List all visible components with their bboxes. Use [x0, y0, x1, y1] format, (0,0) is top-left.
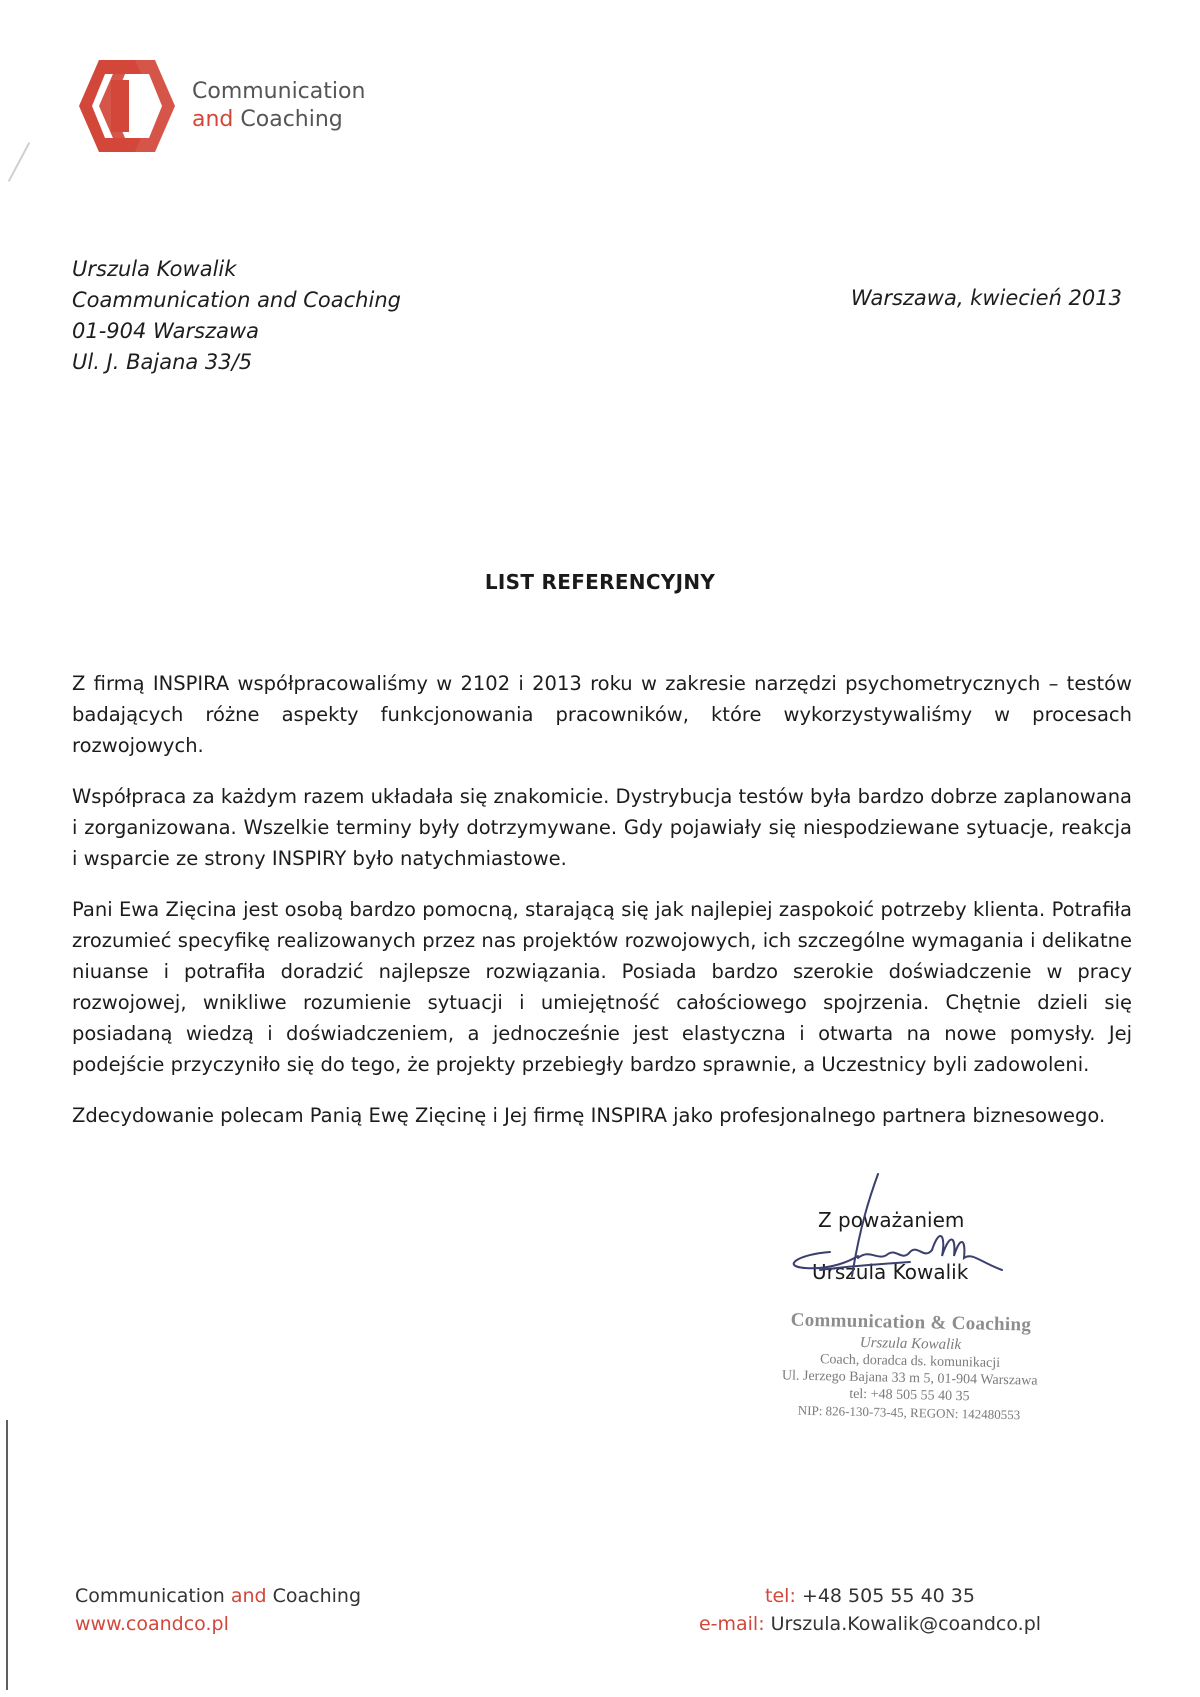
- scan-mark: [8, 142, 30, 182]
- footer-company-word-1: Communication: [75, 1585, 225, 1607]
- sender-address: [72, 254, 401, 378]
- paragraph-1: Z firmą INSPIRA współpracowaliśmy w 2102 i 2013 roku w zakresie narzędzi psychometrycznych – testów badających różne aspekty funkcjonowania pracowników, które wykorzystywaliśmy w procesach rozwojowych.: [72, 672, 1132, 757]
- handwritten-signature: [760, 1166, 1060, 1296]
- scan-edge-line: [6, 1420, 8, 1690]
- footer-email-link[interactable]: Urszula.Kowalik@coandco.pl: [770, 1613, 1042, 1635]
- sender-name: Urszula Kowalik: [72, 257, 237, 281]
- company-stamp: [759, 1309, 1061, 1424]
- stamp-ids: NIP: 826-130-73-45, REGON: 142480553: [797, 1402, 1021, 1423]
- paragraph-3: Pani Ewa Zięcina jest osobą bardzo pomocną, starającą się jak najlepiej zaspokoić potrzeby klienta. Potrafiła zrozumieć specyfikę realizowanych przez nas projektów rozwojowych, ich szczególne wymagania i delikatne niuanse i potrafiła doradzić najlepsze rozwiązania. Posiada bardzo szerokie doświadczenie w pracy rozwojowej, wnikliwe rozumienie sytuacji i umiejętność całościowego spojrzenia. Chętnie dzieli się posiadaną wiedzą i doświadczeniem, a jednocześnie jest elastyczna i otwarta na nowe pomysły. Jej podejście przyczyniło się do tego, że projekty przebiegły bardzo sprawnie, a Uczestnicy byli zadowoleni.: [72, 898, 1132, 1076]
- footer-website-link[interactable]: www.coandco.pl: [75, 1613, 229, 1635]
- footer-company-word-3: Coaching: [272, 1585, 362, 1607]
- footer-tel-value: +48 505 55 40 35: [801, 1585, 975, 1607]
- logo-and: and: [192, 107, 234, 132]
- stamp-name: Urszula Kowalik: [859, 1334, 962, 1354]
- footer-email: [690, 1610, 1050, 1638]
- paragraph-4: Zdecydowanie polecam Panią Ewę Zięcinę i Jej firmę INSPIRA jako profesjonalnego partnera biznesowego.: [72, 1104, 1106, 1127]
- paragraph-2: Współpraca za każdym razem układała się znakomicie. Dystrybucja testów była bardzo dobrze zaplanowana i zorganizowana. Wszelkie terminy były dotrzymywane. Gdy pojawiały się niespodziewane sytuacje, reakcja i wsparcie ze strony INSPIRY było natychmiastowe.: [72, 785, 1132, 870]
- logo-coaching: Coaching: [240, 107, 343, 132]
- footer-left: [75, 1582, 361, 1638]
- logo-line-1: Communication: [192, 79, 366, 104]
- footer-company: [75, 1582, 361, 1610]
- letter-body: [72, 668, 1132, 1151]
- footer-company-word-2: and: [230, 1585, 267, 1607]
- logo-wordmark: [192, 78, 365, 134]
- footer-tel: [690, 1582, 1050, 1610]
- stamp-tel: tel: +48 505 55 40 35: [849, 1386, 970, 1405]
- place-and-date: Warszawa, kwiecień 2013: [850, 286, 1122, 310]
- sender-street: Ul. J. Bajana 33/5: [72, 350, 253, 374]
- footer-right: [690, 1582, 1050, 1638]
- stamp-company: Communication & Coaching: [790, 1309, 1032, 1336]
- sender-city: 01-904 Warszawa: [72, 319, 260, 343]
- letter-title: LIST REFERENCYJNY: [484, 570, 716, 594]
- footer-tel-label: tel:: [765, 1585, 796, 1607]
- closing-name: Urszula Kowalik: [812, 1260, 969, 1284]
- hexagon-logo-icon: [71, 58, 183, 154]
- stamp-role: Coach, doradca ds. komunikacji: [819, 1352, 1001, 1371]
- closing-greeting: Z poważaniem: [818, 1208, 965, 1232]
- footer-email-label: e-mail:: [698, 1613, 765, 1635]
- sender-company: Coammunication and Coaching: [72, 288, 401, 312]
- stamp-address: Ul. Jerzego Bajana 33 m 5, 01-904 Warszawa: [781, 1368, 1038, 1389]
